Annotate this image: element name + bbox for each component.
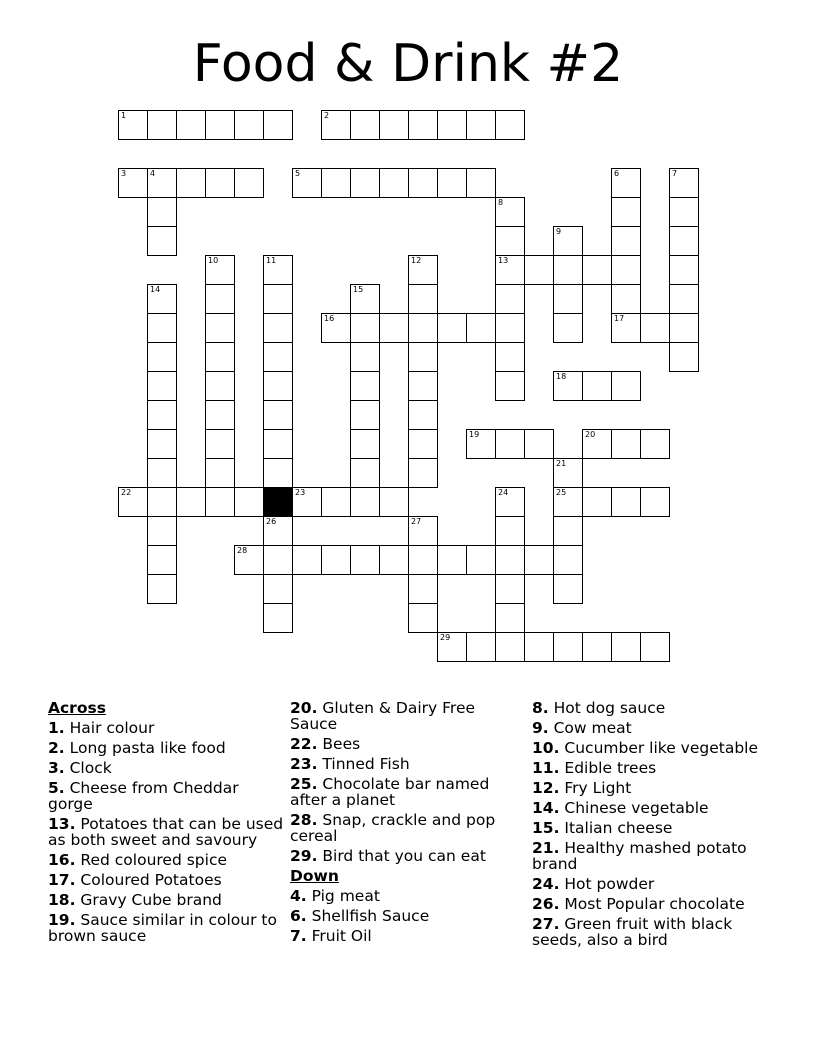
answer-cell[interactable]	[205, 429, 235, 459]
answer-cell[interactable]	[611, 371, 641, 401]
answer-cell[interactable]	[495, 545, 525, 575]
clue-down	[290, 908, 526, 924]
answer-cell[interactable]	[147, 342, 177, 372]
clue-across	[48, 852, 284, 868]
answer-cell[interactable]	[263, 255, 293, 285]
answer-cell[interactable]	[524, 255, 554, 285]
clue-number: 13	[498, 256, 509, 265]
answer-cell[interactable]	[611, 429, 641, 459]
answer-cell[interactable]	[147, 168, 177, 198]
answer-cell[interactable]	[147, 487, 177, 517]
clue-number-label: 12.	[532, 779, 560, 797]
clue-down	[532, 820, 768, 836]
answer-cell[interactable]	[408, 168, 438, 198]
answer-cell[interactable]	[263, 603, 293, 633]
answer-cell[interactable]	[495, 197, 525, 227]
answer-cell[interactable]	[350, 168, 380, 198]
answer-cell[interactable]	[495, 574, 525, 604]
answer-cell[interactable]	[263, 371, 293, 401]
clue-number-label: 21.	[532, 839, 560, 857]
answer-cell[interactable]	[611, 168, 641, 198]
answer-cell[interactable]	[437, 110, 467, 140]
clue-number: 20	[585, 430, 596, 439]
answer-cell[interactable]	[611, 255, 641, 285]
clue-number: 4	[150, 169, 156, 178]
clue-number-label: 22.	[290, 735, 318, 753]
answer-cell[interactable]	[147, 400, 177, 430]
answer-cell[interactable]	[379, 313, 409, 343]
answer-cell[interactable]	[524, 632, 554, 662]
clue-text: Tinned Fish	[317, 755, 410, 773]
answer-cell[interactable]	[350, 429, 380, 459]
answer-cell[interactable]	[176, 110, 206, 140]
clue-across	[290, 756, 526, 772]
answer-cell[interactable]	[669, 168, 699, 198]
answer-cell[interactable]	[263, 574, 293, 604]
clue-text: Coloured Potatoes	[75, 871, 222, 889]
answer-cell[interactable]	[495, 226, 525, 256]
answer-cell[interactable]	[205, 284, 235, 314]
clue-number-label: 2.	[48, 739, 65, 757]
clue-number-label: 19.	[48, 911, 76, 929]
answer-cell[interactable]	[234, 110, 264, 140]
clue-number: 28	[237, 546, 248, 555]
clue-text: Pig meat	[306, 887, 380, 905]
answer-cell[interactable]	[147, 313, 177, 343]
clue-number-label: 7.	[290, 927, 307, 945]
clue-number: 5	[295, 169, 301, 178]
clue-across	[48, 872, 284, 888]
clue-number-label: 18.	[48, 891, 76, 909]
answer-cell[interactable]	[611, 632, 641, 662]
clue-number: 19	[469, 430, 480, 439]
answer-cell[interactable]	[466, 110, 496, 140]
answer-cell[interactable]	[408, 400, 438, 430]
clue-text: Cheese from Cheddar gorge	[48, 779, 239, 813]
answer-cell[interactable]	[408, 603, 438, 633]
clue-text: Sauce similar in colour to brown sauce	[48, 911, 277, 945]
answer-cell[interactable]	[205, 342, 235, 372]
answer-cell[interactable]	[205, 371, 235, 401]
clue-number: 7	[672, 169, 678, 178]
clue-number: 18	[556, 372, 567, 381]
answer-cell[interactable]	[205, 487, 235, 517]
answer-cell[interactable]	[205, 168, 235, 198]
answer-cell[interactable]	[147, 226, 177, 256]
answer-cell[interactable]	[495, 516, 525, 546]
answer-cell[interactable]	[118, 110, 148, 140]
clue-number-label: 24.	[532, 875, 560, 893]
clue-number-label: 23.	[290, 755, 318, 773]
answer-cell[interactable]	[408, 429, 438, 459]
answer-cell[interactable]	[321, 545, 351, 575]
clue-across	[48, 816, 284, 848]
clue-across	[290, 736, 526, 752]
answer-cell[interactable]	[553, 371, 583, 401]
clue-text: Hot powder	[559, 875, 655, 893]
clue-text: Fruit Oil	[306, 927, 372, 945]
clue-text: Red coloured spice	[75, 851, 228, 869]
answer-cell[interactable]	[147, 110, 177, 140]
clue-down	[532, 840, 768, 872]
clue-text: Gravy Cube brand	[75, 891, 222, 909]
clue-down	[532, 740, 768, 756]
answer-cell[interactable]	[350, 284, 380, 314]
answer-cell[interactable]	[350, 400, 380, 430]
clue-number: 27	[411, 517, 422, 526]
clue-number: 23	[295, 488, 306, 497]
answer-cell[interactable]	[263, 516, 293, 546]
clue-text: Gluten & Dairy Free Sauce	[290, 699, 476, 733]
answer-cell[interactable]	[582, 632, 612, 662]
answer-cell[interactable]	[669, 255, 699, 285]
clue-column-2	[290, 700, 526, 948]
answer-cell[interactable]	[553, 516, 583, 546]
answer-cell[interactable]	[350, 545, 380, 575]
clue-number-label: 15.	[532, 819, 560, 837]
clue-number: 17	[614, 314, 625, 323]
clue-down	[532, 876, 768, 892]
clue-number-label: 3.	[48, 759, 65, 777]
clue-text: Green fruit with black seeds, also a bird	[532, 915, 733, 949]
answer-cell[interactable]	[553, 458, 583, 488]
answer-cell[interactable]	[147, 574, 177, 604]
answer-cell[interactable]	[437, 632, 467, 662]
clue-down	[290, 928, 526, 944]
answer-cell[interactable]	[408, 545, 438, 575]
answer-cell[interactable]	[321, 487, 351, 517]
clue-text: Hot dog sauce	[548, 699, 666, 717]
answer-cell[interactable]	[234, 487, 264, 517]
answer-cell[interactable]	[321, 168, 351, 198]
answer-cell[interactable]	[379, 168, 409, 198]
answer-cell[interactable]	[408, 313, 438, 343]
clue-down	[532, 896, 768, 912]
answer-cell[interactable]	[408, 458, 438, 488]
clue-text: Shellfish Sauce	[306, 907, 430, 925]
clue-down	[532, 800, 768, 816]
answer-cell[interactable]	[495, 487, 525, 517]
answer-cell[interactable]	[408, 574, 438, 604]
clue-text: Clock	[64, 759, 112, 777]
answer-cell[interactable]	[582, 255, 612, 285]
answer-cell[interactable]	[495, 110, 525, 140]
answer-cell[interactable]	[263, 284, 293, 314]
clue-across	[48, 740, 284, 756]
answer-cell[interactable]	[669, 284, 699, 314]
answer-cell[interactable]	[118, 168, 148, 198]
clue-number: 2	[324, 111, 330, 120]
clue-text: Edible trees	[559, 759, 657, 777]
clue-across	[48, 720, 284, 736]
answer-cell[interactable]	[350, 110, 380, 140]
answer-cell[interactable]	[350, 458, 380, 488]
answer-cell[interactable]	[176, 487, 206, 517]
clue-number-label: 1.	[48, 719, 65, 737]
answer-cell[interactable]	[669, 197, 699, 227]
clue-number: 22	[121, 488, 132, 497]
answer-cell[interactable]	[495, 284, 525, 314]
clue-down	[532, 720, 768, 736]
answer-cell[interactable]	[611, 487, 641, 517]
answer-cell[interactable]	[437, 313, 467, 343]
answer-cell[interactable]	[292, 168, 322, 198]
clue-number-label: 8.	[532, 699, 549, 717]
clue-text: Hair colour	[64, 719, 155, 737]
answer-cell[interactable]	[553, 226, 583, 256]
clue-number: 21	[556, 459, 567, 468]
clue-text: Italian cheese	[559, 819, 673, 837]
answer-cell[interactable]	[466, 313, 496, 343]
answer-cell[interactable]	[321, 313, 351, 343]
answer-cell[interactable]	[263, 458, 293, 488]
clue-text: Snap, crackle and pop cereal	[290, 811, 496, 845]
answer-cell[interactable]	[408, 284, 438, 314]
answer-cell[interactable]	[466, 429, 496, 459]
clue-number: 29	[440, 633, 451, 642]
clue-number-label: 6.	[290, 907, 307, 925]
answer-cell[interactable]	[553, 574, 583, 604]
clue-number-label: 11.	[532, 759, 560, 777]
answer-cell[interactable]	[147, 284, 177, 314]
answer-cell[interactable]	[524, 429, 554, 459]
clue-text: Fry Light	[559, 779, 632, 797]
clue-number: 10	[208, 256, 219, 265]
answer-cell[interactable]	[292, 487, 322, 517]
clue-text: Most Popular chocolate	[559, 895, 745, 913]
clue-number: 8	[498, 198, 504, 207]
answer-cell[interactable]	[495, 371, 525, 401]
clue-number: 24	[498, 488, 509, 497]
clue-number-label: 16.	[48, 851, 76, 869]
answer-cell[interactable]	[640, 429, 670, 459]
answer-cell[interactable]	[437, 545, 467, 575]
clue-across	[48, 760, 284, 776]
answer-cell[interactable]	[118, 487, 148, 517]
answer-cell[interactable]	[379, 110, 409, 140]
clue-text: Potatoes that can be used as both sweet and savoury	[48, 815, 284, 849]
answer-cell[interactable]	[263, 400, 293, 430]
answer-cell[interactable]	[495, 255, 525, 285]
answer-cell[interactable]	[466, 545, 496, 575]
answer-cell[interactable]	[205, 110, 235, 140]
answer-cell[interactable]	[640, 313, 670, 343]
clue-down	[290, 888, 526, 904]
answer-cell[interactable]	[147, 458, 177, 488]
clue-number-label: 4.	[290, 887, 307, 905]
clue-text: Bird that you can eat	[317, 847, 486, 865]
clue-across	[48, 780, 284, 812]
down-heading: Down	[290, 867, 339, 885]
answer-cell[interactable]	[205, 458, 235, 488]
clue-number-label: 25.	[290, 775, 318, 793]
clue-number: 16	[324, 314, 335, 323]
answer-cell[interactable]	[408, 516, 438, 546]
answer-cell[interactable]	[205, 255, 235, 285]
answer-cell[interactable]	[640, 632, 670, 662]
answer-cell[interactable]	[669, 226, 699, 256]
answer-cell[interactable]	[466, 632, 496, 662]
answer-cell[interactable]	[611, 226, 641, 256]
clue-across	[290, 848, 526, 864]
answer-cell[interactable]	[582, 487, 612, 517]
clue-number: 1	[121, 111, 127, 120]
answer-cell[interactable]	[611, 313, 641, 343]
answer-cell[interactable]	[147, 516, 177, 546]
clue-column-1	[48, 700, 284, 948]
answer-cell[interactable]	[263, 110, 293, 140]
clue-number: 11	[266, 256, 277, 265]
clue-down	[532, 700, 768, 716]
answer-cell[interactable]	[466, 168, 496, 198]
answer-cell[interactable]	[524, 545, 554, 575]
answer-cell[interactable]	[379, 487, 409, 517]
answer-cell[interactable]	[147, 429, 177, 459]
answer-cell[interactable]	[495, 342, 525, 372]
clue-number: 25	[556, 488, 567, 497]
answer-cell[interactable]	[205, 400, 235, 430]
clue-down	[532, 760, 768, 776]
clue-list	[0, 700, 816, 1000]
answer-cell[interactable]	[350, 342, 380, 372]
clue-number: 14	[150, 285, 161, 294]
clue-number: 3	[121, 169, 127, 178]
clue-number: 6	[614, 169, 620, 178]
clue-number-label: 27.	[532, 915, 560, 933]
clue-number-label: 17.	[48, 871, 76, 889]
clue-text: Chocolate bar named after a planet	[290, 775, 490, 809]
clue-down	[532, 780, 768, 796]
clue-down	[532, 916, 768, 948]
answer-cell[interactable]	[350, 371, 380, 401]
clue-across	[48, 912, 284, 944]
clue-across	[290, 700, 526, 732]
answer-cell[interactable]	[553, 487, 583, 517]
answer-cell[interactable]	[495, 603, 525, 633]
clue-across	[48, 892, 284, 908]
clue-number-label: 5.	[48, 779, 65, 797]
clue-number-label: 28.	[290, 811, 318, 829]
clue-text: Long pasta like food	[64, 739, 226, 757]
clue-text: Chinese vegetable	[559, 799, 709, 817]
answer-cell[interactable]	[234, 545, 264, 575]
answer-cell[interactable]	[582, 371, 612, 401]
answer-cell[interactable]	[495, 429, 525, 459]
answer-cell[interactable]	[147, 197, 177, 227]
clue-number: 15	[353, 285, 364, 294]
answer-cell[interactable]	[408, 342, 438, 372]
answer-cell[interactable]	[611, 197, 641, 227]
answer-cell[interactable]	[553, 284, 583, 314]
answer-cell[interactable]	[176, 168, 206, 198]
answer-cell[interactable]	[408, 371, 438, 401]
answer-cell[interactable]	[437, 168, 467, 198]
answer-cell[interactable]	[205, 313, 235, 343]
answer-cell[interactable]	[408, 255, 438, 285]
answer-cell[interactable]	[263, 342, 293, 372]
clue-text: Healthy mashed potato brand	[532, 839, 747, 873]
clue-number: 12	[411, 256, 422, 265]
block-cell	[263, 487, 293, 517]
clue-number-label: 9.	[532, 719, 549, 737]
puzzle-title: Food & Drink #2	[192, 34, 624, 94]
answer-cell[interactable]	[147, 371, 177, 401]
clue-text: Cucumber like vegetable	[559, 739, 759, 757]
answer-cell[interactable]	[553, 313, 583, 343]
clue-number-label: 13.	[48, 815, 76, 833]
across-heading: Across	[48, 699, 106, 717]
answer-cell[interactable]	[350, 487, 380, 517]
clue-across	[290, 812, 526, 844]
clue-text: Cow meat	[548, 719, 632, 737]
answer-cell[interactable]	[553, 632, 583, 662]
clue-number: 9	[556, 227, 562, 236]
answer-cell[interactable]	[495, 313, 525, 343]
answer-cell[interactable]	[553, 545, 583, 575]
clue-number-label: 20.	[290, 699, 318, 717]
answer-cell[interactable]	[582, 429, 612, 459]
answer-cell[interactable]	[669, 313, 699, 343]
answer-cell[interactable]	[263, 429, 293, 459]
clue-number-label: 29.	[290, 847, 318, 865]
answer-cell[interactable]	[379, 545, 409, 575]
clue-number-label: 26.	[532, 895, 560, 913]
answer-cell[interactable]	[147, 545, 177, 575]
answer-cell[interactable]	[669, 342, 699, 372]
clue-across	[290, 776, 526, 808]
answer-cell[interactable]	[350, 313, 380, 343]
answer-cell[interactable]	[321, 110, 351, 140]
answer-cell[interactable]	[611, 284, 641, 314]
answer-cell[interactable]	[263, 545, 293, 575]
answer-cell[interactable]	[263, 313, 293, 343]
clue-column-3	[532, 700, 768, 952]
answer-cell[interactable]	[640, 487, 670, 517]
answer-cell[interactable]	[234, 168, 264, 198]
clue-text: Bees	[317, 735, 361, 753]
clue-number-label: 14.	[532, 799, 560, 817]
answer-cell[interactable]	[495, 632, 525, 662]
answer-cell[interactable]	[408, 110, 438, 140]
clue-number: 26	[266, 517, 277, 526]
answer-cell[interactable]	[292, 545, 322, 575]
answer-cell[interactable]	[553, 255, 583, 285]
clue-number-label: 10.	[532, 739, 560, 757]
